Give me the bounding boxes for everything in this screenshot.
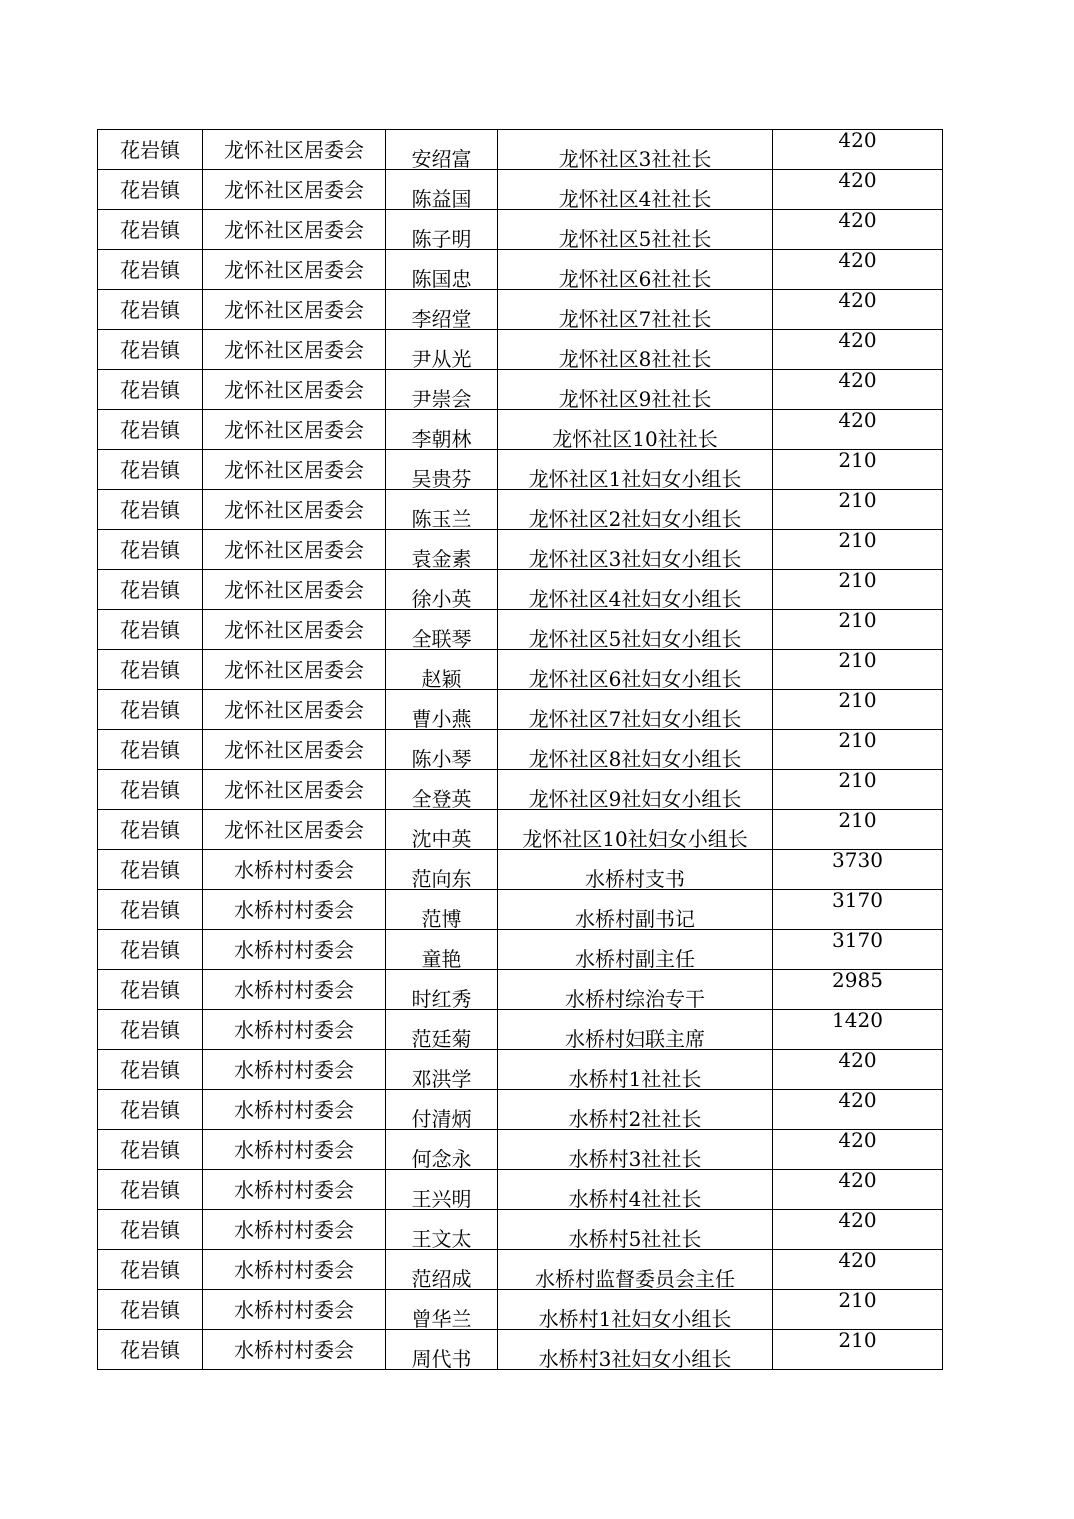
unit-cell: 龙怀社区居委会 [203,530,386,570]
amount-cell: 420 [773,1210,943,1250]
person-name-cell: 陈玉兰 [386,490,498,530]
person-name-cell: 赵颖 [386,650,498,690]
town-cell: 花岩镇 [98,690,203,730]
person-name-cell: 何念永 [386,1130,498,1170]
town-cell: 花岩镇 [98,850,203,890]
position-cell: 龙怀社区7社社长 [498,290,773,330]
amount-cell: 420 [773,1050,943,1090]
table-row [98,1010,943,1050]
position-cell: 水桥村4社社长 [498,1170,773,1210]
unit-cell: 龙怀社区居委会 [203,650,386,690]
amount-cell: 420 [773,290,943,330]
town-cell: 花岩镇 [98,610,203,650]
unit-cell: 龙怀社区居委会 [203,730,386,770]
town-cell: 花岩镇 [98,370,203,410]
position-cell: 水桥村监督委员会主任 [498,1250,773,1290]
town-cell: 花岩镇 [98,490,203,530]
position-cell: 龙怀社区1社妇女小组长 [498,450,773,490]
position-cell: 龙怀社区2社妇女小组长 [498,490,773,530]
position-cell: 龙怀社区5社妇女小组长 [498,610,773,650]
unit-cell: 龙怀社区居委会 [203,410,386,450]
person-name-cell: 李朝林 [386,410,498,450]
amount-cell: 3170 [773,890,943,930]
table-row [98,610,943,650]
position-cell: 水桥村1社社长 [498,1050,773,1090]
person-name-cell: 曾华兰 [386,1290,498,1330]
position-cell: 龙怀社区4社妇女小组长 [498,570,773,610]
town-cell: 花岩镇 [98,650,203,690]
person-name-cell: 时红秀 [386,970,498,1010]
table-row [98,890,943,930]
town-cell: 花岩镇 [98,1130,203,1170]
town-cell: 花岩镇 [98,1090,203,1130]
table-row [98,1170,943,1210]
unit-cell: 龙怀社区居委会 [203,770,386,810]
unit-cell: 龙怀社区居委会 [203,690,386,730]
amount-cell: 420 [773,210,943,250]
unit-cell: 水桥村村委会 [203,1010,386,1050]
roster-table-body [98,130,943,1370]
table-row [98,290,943,330]
person-name-cell: 陈小琴 [386,730,498,770]
table-row [98,1090,943,1130]
position-cell: 龙怀社区4社社长 [498,170,773,210]
position-cell: 水桥村副主任 [498,930,773,970]
town-cell: 花岩镇 [98,930,203,970]
unit-cell: 龙怀社区居委会 [203,610,386,650]
table-row [98,130,943,170]
amount-cell: 210 [773,770,943,810]
position-cell: 龙怀社区6社妇女小组长 [498,650,773,690]
unit-cell: 龙怀社区居委会 [203,810,386,850]
unit-cell: 水桥村村委会 [203,1330,386,1370]
person-name-cell: 全登英 [386,770,498,810]
amount-cell: 210 [773,650,943,690]
town-cell: 花岩镇 [98,130,203,170]
table-row [98,770,943,810]
position-cell: 龙怀社区3社社长 [498,130,773,170]
person-name-cell: 安绍富 [386,130,498,170]
amount-cell: 210 [773,690,943,730]
position-cell: 水桥村副书记 [498,890,773,930]
table-row [98,250,943,290]
table-row [98,530,943,570]
unit-cell: 水桥村村委会 [203,1170,386,1210]
position-cell: 龙怀社区3社妇女小组长 [498,530,773,570]
amount-cell: 420 [773,130,943,170]
unit-cell: 水桥村村委会 [203,850,386,890]
position-cell: 水桥村支书 [498,850,773,890]
position-cell: 龙怀社区5社社长 [498,210,773,250]
person-name-cell: 吴贵芬 [386,450,498,490]
amount-cell: 210 [773,1330,943,1370]
amount-cell: 420 [773,250,943,290]
unit-cell: 龙怀社区居委会 [203,170,386,210]
amount-cell: 420 [773,1170,943,1210]
amount-cell: 210 [773,610,943,650]
unit-cell: 龙怀社区居委会 [203,450,386,490]
amount-cell: 420 [773,1090,943,1130]
town-cell: 花岩镇 [98,170,203,210]
town-cell: 花岩镇 [98,1010,203,1050]
amount-cell: 210 [773,570,943,610]
person-name-cell: 尹从光 [386,330,498,370]
position-cell: 水桥村综治专干 [498,970,773,1010]
town-cell: 花岩镇 [98,570,203,610]
table-row [98,1210,943,1250]
unit-cell: 龙怀社区居委会 [203,570,386,610]
town-cell: 花岩镇 [98,1330,203,1370]
amount-cell: 210 [773,730,943,770]
town-cell: 花岩镇 [98,730,203,770]
town-cell: 花岩镇 [98,1250,203,1290]
table-row [98,930,943,970]
unit-cell: 水桥村村委会 [203,890,386,930]
person-name-cell: 陈国忠 [386,250,498,290]
person-name-cell: 李绍堂 [386,290,498,330]
unit-cell: 水桥村村委会 [203,1050,386,1090]
unit-cell: 龙怀社区居委会 [203,210,386,250]
person-name-cell: 范向东 [386,850,498,890]
position-cell: 水桥村妇联主席 [498,1010,773,1050]
town-cell: 花岩镇 [98,410,203,450]
town-cell: 花岩镇 [98,810,203,850]
town-cell: 花岩镇 [98,330,203,370]
table-row [98,970,943,1010]
table-row [98,330,943,370]
person-name-cell: 范绍成 [386,1250,498,1290]
table-row [98,450,943,490]
position-cell: 水桥村3社妇女小组长 [498,1330,773,1370]
table-row [98,810,943,850]
amount-cell: 420 [773,330,943,370]
table-row [98,730,943,770]
table-row [98,170,943,210]
amount-cell: 210 [773,530,943,570]
position-cell: 水桥村5社社长 [498,1210,773,1250]
table-row [98,490,943,530]
unit-cell: 水桥村村委会 [203,1250,386,1290]
unit-cell: 水桥村村委会 [203,970,386,1010]
person-name-cell: 付清炳 [386,1090,498,1130]
town-cell: 花岩镇 [98,530,203,570]
position-cell: 龙怀社区9社妇女小组长 [498,770,773,810]
table-row [98,650,943,690]
amount-cell: 420 [773,370,943,410]
town-cell: 花岩镇 [98,210,203,250]
unit-cell: 龙怀社区居委会 [203,330,386,370]
person-name-cell: 周代书 [386,1330,498,1370]
amount-cell: 420 [773,1250,943,1290]
table-row [98,570,943,610]
person-name-cell: 王文太 [386,1210,498,1250]
table-row [98,1050,943,1090]
town-cell: 花岩镇 [98,1290,203,1330]
town-cell: 花岩镇 [98,1050,203,1090]
town-cell: 花岩镇 [98,1170,203,1210]
amount-cell: 420 [773,170,943,210]
unit-cell: 龙怀社区居委会 [203,130,386,170]
position-cell: 水桥村3社社长 [498,1130,773,1170]
amount-cell: 210 [773,490,943,530]
person-name-cell: 童艳 [386,930,498,970]
person-name-cell: 曹小燕 [386,690,498,730]
person-name-cell: 邓洪学 [386,1050,498,1090]
table-row [98,210,943,250]
position-cell: 水桥村1社妇女小组长 [498,1290,773,1330]
town-cell: 花岩镇 [98,970,203,1010]
unit-cell: 水桥村村委会 [203,1090,386,1130]
person-name-cell: 陈子明 [386,210,498,250]
town-cell: 花岩镇 [98,250,203,290]
amount-cell: 210 [773,810,943,850]
amount-cell: 2985 [773,970,943,1010]
person-name-cell: 袁金素 [386,530,498,570]
amount-cell: 210 [773,450,943,490]
person-name-cell: 陈益国 [386,170,498,210]
amount-cell: 420 [773,410,943,450]
position-cell: 龙怀社区9社社长 [498,370,773,410]
position-cell: 龙怀社区8社妇女小组长 [498,730,773,770]
roster-table [97,129,943,1370]
amount-cell: 3730 [773,850,943,890]
unit-cell: 水桥村村委会 [203,1290,386,1330]
position-cell: 水桥村2社社长 [498,1090,773,1130]
position-cell: 龙怀社区10社社长 [498,410,773,450]
unit-cell: 龙怀社区居委会 [203,370,386,410]
position-cell: 龙怀社区7社妇女小组长 [498,690,773,730]
person-name-cell: 范廷菊 [386,1010,498,1050]
town-cell: 花岩镇 [98,890,203,930]
table-row [98,1130,943,1170]
amount-cell: 3170 [773,930,943,970]
position-cell: 龙怀社区10社妇女小组长 [498,810,773,850]
unit-cell: 水桥村村委会 [203,1130,386,1170]
person-name-cell: 范博 [386,890,498,930]
amount-cell: 1420 [773,1010,943,1050]
table-row [98,370,943,410]
table-row [98,690,943,730]
town-cell: 花岩镇 [98,1210,203,1250]
table-row [98,850,943,890]
person-name-cell: 全联琴 [386,610,498,650]
unit-cell: 龙怀社区居委会 [203,490,386,530]
town-cell: 花岩镇 [98,450,203,490]
town-cell: 花岩镇 [98,290,203,330]
unit-cell: 龙怀社区居委会 [203,250,386,290]
position-cell: 龙怀社区8社社长 [498,330,773,370]
person-name-cell: 徐小英 [386,570,498,610]
person-name-cell: 沈中英 [386,810,498,850]
unit-cell: 水桥村村委会 [203,930,386,970]
town-cell: 花岩镇 [98,770,203,810]
table-row [98,1290,943,1330]
unit-cell: 水桥村村委会 [203,1210,386,1250]
amount-cell: 420 [773,1130,943,1170]
table-row [98,1250,943,1290]
person-name-cell: 尹崇会 [386,370,498,410]
table-row [98,410,943,450]
table-row [98,1330,943,1370]
unit-cell: 龙怀社区居委会 [203,290,386,330]
position-cell: 龙怀社区6社社长 [498,250,773,290]
person-name-cell: 王兴明 [386,1170,498,1210]
amount-cell: 210 [773,1290,943,1330]
